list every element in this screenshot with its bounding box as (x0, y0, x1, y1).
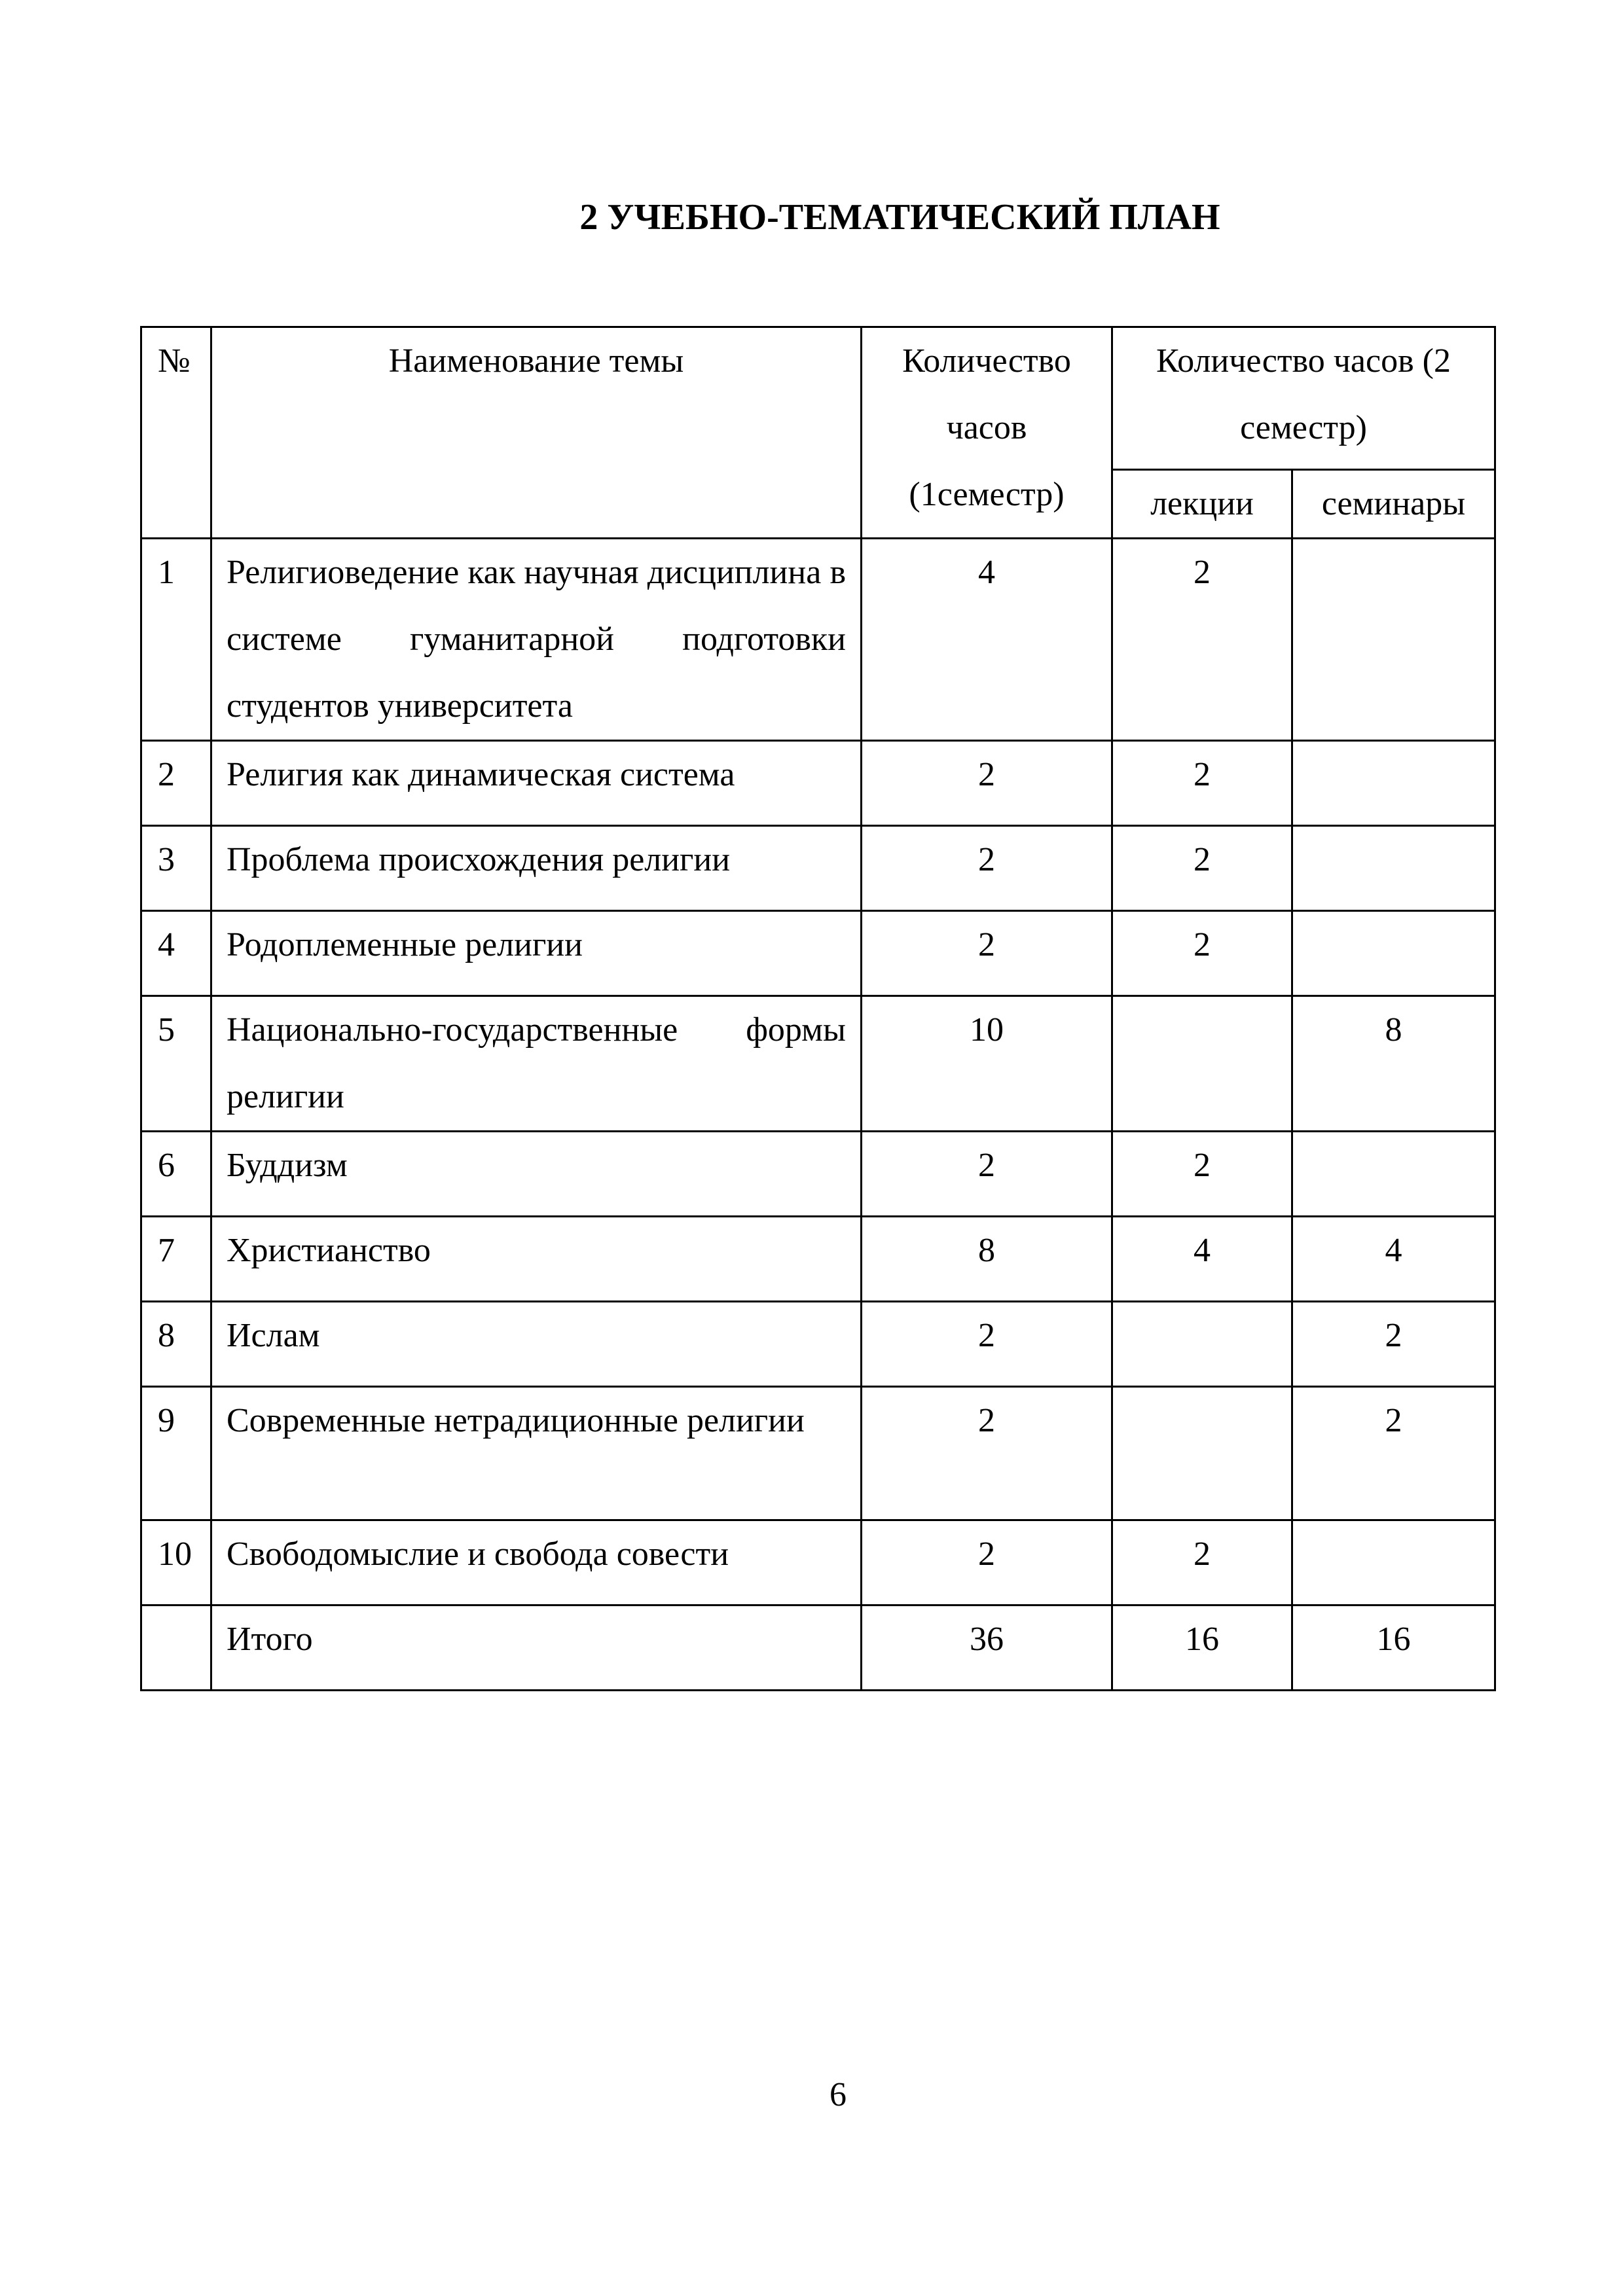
table-row (141, 1302, 1495, 1387)
row-topic: Родоплеменные религии (211, 911, 862, 996)
row-lectures-hours: 2 (1112, 911, 1292, 996)
row-topic: Национально-государственные формы религии (211, 996, 862, 1132)
header-sem2: Количество часов (2 семестр) (1112, 327, 1495, 470)
table-row (141, 741, 1495, 826)
row-seminars-hours (1292, 1520, 1495, 1605)
table-row (141, 996, 1495, 1132)
table-row (141, 1387, 1495, 1520)
row-lectures-hours: 2 (1112, 1520, 1292, 1605)
row-lectures-hours: 2 (1112, 741, 1292, 826)
row-number: 9 (141, 1387, 211, 1520)
row-sem1-hours: 8 (862, 1217, 1112, 1302)
row-lectures-hours (1112, 996, 1292, 1132)
row-topic: Религия как динамическая система (211, 741, 862, 826)
table-row (141, 539, 1495, 741)
row-seminars-hours: 2 (1292, 1387, 1495, 1520)
row-seminars-hours (1292, 826, 1495, 911)
row-topic: Религиоведение как научная дисциплина в системе гуманитарной подготовки студентов университета (211, 539, 862, 741)
row-number: 8 (141, 1302, 211, 1387)
row-topic: Итого (211, 1605, 862, 1691)
row-topic: Ислам (211, 1302, 862, 1387)
row-sem1-hours: 2 (862, 1387, 1112, 1520)
row-sem1-hours: 2 (862, 1302, 1112, 1387)
page-title: 2 УЧЕБНО-ТЕМАТИЧЕСКИЙ ПЛАН (579, 197, 1220, 238)
row-lectures-hours: 2 (1112, 1132, 1292, 1217)
row-number: 2 (141, 741, 211, 826)
table-total-row (141, 1605, 1495, 1691)
row-lectures-hours: 4 (1112, 1217, 1292, 1302)
row-seminars-hours (1292, 1132, 1495, 1217)
row-seminars-hours: 8 (1292, 996, 1495, 1132)
row-number (141, 1605, 211, 1691)
row-sem1-hours: 4 (862, 539, 1112, 741)
header-sem1: Количество часов (1семестр) (862, 327, 1112, 539)
row-number: 1 (141, 539, 211, 741)
row-number: 5 (141, 996, 211, 1132)
row-seminars-hours: 4 (1292, 1217, 1495, 1302)
row-sem1-hours: 2 (862, 741, 1112, 826)
table-body (141, 327, 1495, 1691)
page-number: 6 (830, 2076, 847, 2113)
row-seminars-hours (1292, 539, 1495, 741)
row-seminars-hours: 16 (1292, 1605, 1495, 1691)
row-topic: Христианство (211, 1217, 862, 1302)
row-sem1-hours: 36 (862, 1605, 1112, 1691)
table-row (141, 1132, 1495, 1217)
row-sem1-hours: 2 (862, 1132, 1112, 1217)
row-sem1-hours: 2 (862, 1520, 1112, 1605)
row-seminars-hours (1292, 741, 1495, 826)
row-topic: Свободомыслие и свобода совести (211, 1520, 862, 1605)
row-seminars-hours: 2 (1292, 1302, 1495, 1387)
row-number: 3 (141, 826, 211, 911)
row-number: 4 (141, 911, 211, 996)
row-lectures-hours (1112, 1387, 1292, 1520)
row-lectures-hours: 2 (1112, 826, 1292, 911)
row-number: 7 (141, 1217, 211, 1302)
row-topic: Современные нетрадиционные религии (211, 1387, 862, 1520)
table-row (141, 1520, 1495, 1605)
row-number: 6 (141, 1132, 211, 1217)
row-lectures-hours: 16 (1112, 1605, 1292, 1691)
table-row (141, 1217, 1495, 1302)
row-lectures-hours: 2 (1112, 539, 1292, 741)
row-seminars-hours (1292, 911, 1495, 996)
header-seminars: семинары (1292, 470, 1495, 539)
row-sem1-hours: 10 (862, 996, 1112, 1132)
row-lectures-hours (1112, 1302, 1292, 1387)
row-sem1-hours: 2 (862, 826, 1112, 911)
header-topic: Наименование темы (211, 327, 862, 539)
table-row (141, 911, 1495, 996)
thematic-plan-table (140, 326, 1496, 1691)
row-topic: Проблема происхождения религии (211, 826, 862, 911)
row-sem1-hours: 2 (862, 911, 1112, 996)
table-row (141, 826, 1495, 911)
header-num: № (141, 327, 211, 539)
row-topic: Буддизм (211, 1132, 862, 1217)
row-number: 10 (141, 1520, 211, 1605)
table-header-row (141, 327, 1495, 470)
header-lectures: лекции (1112, 470, 1292, 539)
